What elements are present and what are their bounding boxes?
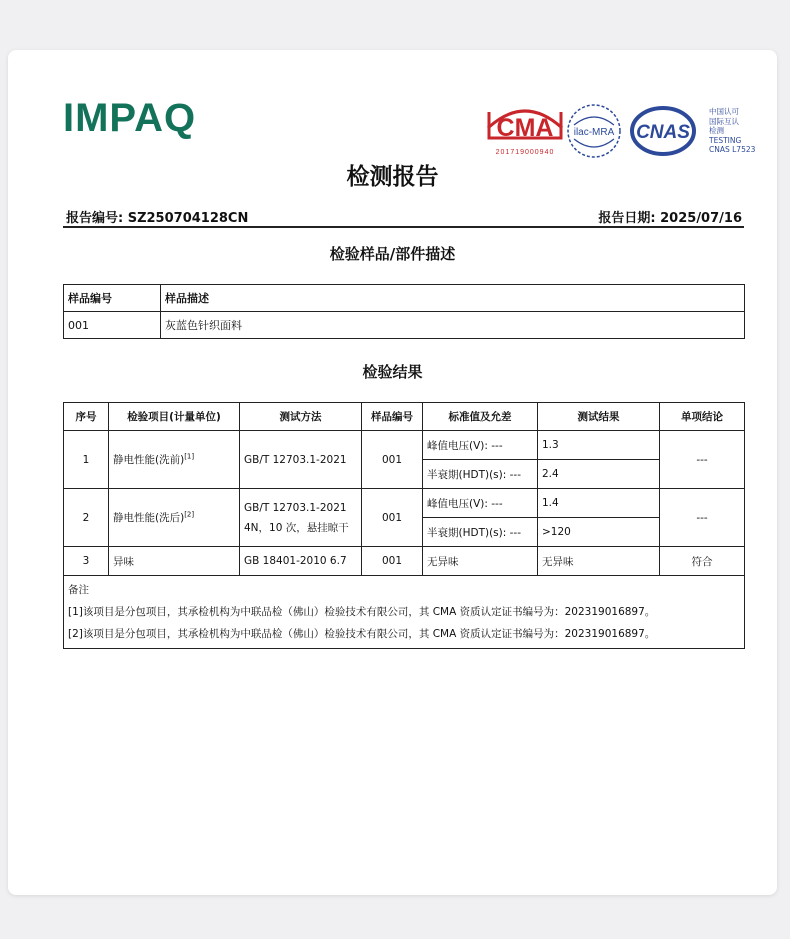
test-method: GB/T 12703.1-2021 4N，10 次，悬挂晾干	[240, 489, 362, 547]
conclusion: 符合	[660, 547, 745, 576]
results-col-header: 测试方法	[240, 403, 362, 431]
standard-value: 峰值电压(V): ---	[423, 489, 538, 518]
sample-id: 001	[362, 489, 423, 547]
standard-value: 半衰期(HDT)(s): ---	[423, 518, 538, 547]
table-row	[64, 547, 745, 576]
sample-table-header	[64, 285, 745, 312]
standard-value: 无异味	[423, 547, 538, 576]
note-item: [2]该项目是分包项目，其承检机构为中联品检（佛山）检验技术有限公司，其 CMA 资质认定证书编号为：202319016897。	[68, 628, 656, 640]
results-col-header: 测试结果	[538, 403, 660, 431]
report-date: 报告日期: 2025/07/16	[598, 211, 742, 226]
ilac-mra-icon	[566, 103, 622, 159]
report-page	[8, 50, 777, 895]
method-note: 4N，10 次，悬挂晾干	[244, 521, 349, 534]
test-method: GB/T 12703.1-2021	[240, 431, 362, 489]
sample-id: 001	[362, 547, 423, 576]
test-item: 静电性能(洗后)[2]	[109, 489, 240, 547]
results-col-header: 标准值及允差	[423, 403, 538, 431]
conclusion: ---	[660, 431, 745, 489]
results-table	[63, 402, 745, 649]
results-table-header	[64, 403, 745, 431]
notes-label: 备注	[68, 584, 89, 596]
report-number: 报告编号: SZ250704128CN	[66, 211, 249, 226]
sample-id: 001	[362, 431, 423, 489]
sample-table	[63, 284, 745, 339]
sample-col-header: 样品编号	[64, 285, 161, 312]
report-meta	[63, 206, 744, 228]
notes-cell	[64, 576, 745, 649]
sample-section-heading: 检验样品/部件描述	[329, 245, 456, 263]
cma-number: 201719000940	[495, 149, 555, 156]
report-title: 检测报告	[346, 164, 439, 190]
row-number: 1	[64, 431, 109, 489]
results-col-header: 序号	[64, 403, 109, 431]
notes-row	[64, 576, 745, 649]
table-row	[64, 489, 745, 518]
standard-value: 峰值电压(V): ---	[423, 431, 538, 460]
impaq-logo: IMPAQ	[63, 96, 197, 140]
cnas-mark-icon	[630, 105, 696, 157]
test-result: 1.3	[538, 431, 660, 460]
row-number: 3	[64, 547, 109, 576]
sample-col-header: 样品描述	[161, 285, 745, 312]
cnas-label: CNAS	[636, 122, 690, 143]
footnote-ref: [1]	[184, 452, 195, 461]
results-col-header: 检验项目(计量单位)	[109, 403, 240, 431]
test-result: 无异味	[538, 547, 660, 576]
results-section-heading: 检验结果	[362, 363, 423, 381]
results-col-header: 单项结论	[660, 403, 745, 431]
standard-value: 半衰期(HDT)(s): ---	[423, 460, 538, 489]
test-item: 异味	[109, 547, 240, 576]
ilac-label: ilac-MRA	[573, 127, 615, 138]
test-method: GB 18401-2010 6.7	[240, 547, 362, 576]
test-item: 静电性能(洗前)[1]	[109, 431, 240, 489]
table-row	[64, 431, 745, 460]
cma-label: CMA	[496, 114, 554, 142]
results-col-header: 样品编号	[362, 403, 423, 431]
test-result: 2.4	[538, 460, 660, 489]
conclusion: ---	[660, 489, 745, 547]
cnas-caption: 中国认可 国际互认 检测 TESTING CNAS L7523	[709, 107, 756, 154]
sample-desc-cell: 灰蓝色针织面料	[161, 312, 745, 339]
table-row	[64, 312, 745, 339]
footnote-ref: [2]	[184, 510, 195, 519]
row-number: 2	[64, 489, 109, 547]
test-result: 1.4	[538, 489, 660, 518]
sample-id-cell: 001	[64, 312, 161, 339]
note-item: [1]该项目是分包项目，其承检机构为中联品检（佛山）检验技术有限公司，其 CMA 资质认定证书编号为：202319016897。	[68, 606, 656, 618]
certification-marks	[484, 102, 774, 164]
cma-mark-icon	[484, 102, 566, 162]
test-result: >120	[538, 518, 660, 547]
